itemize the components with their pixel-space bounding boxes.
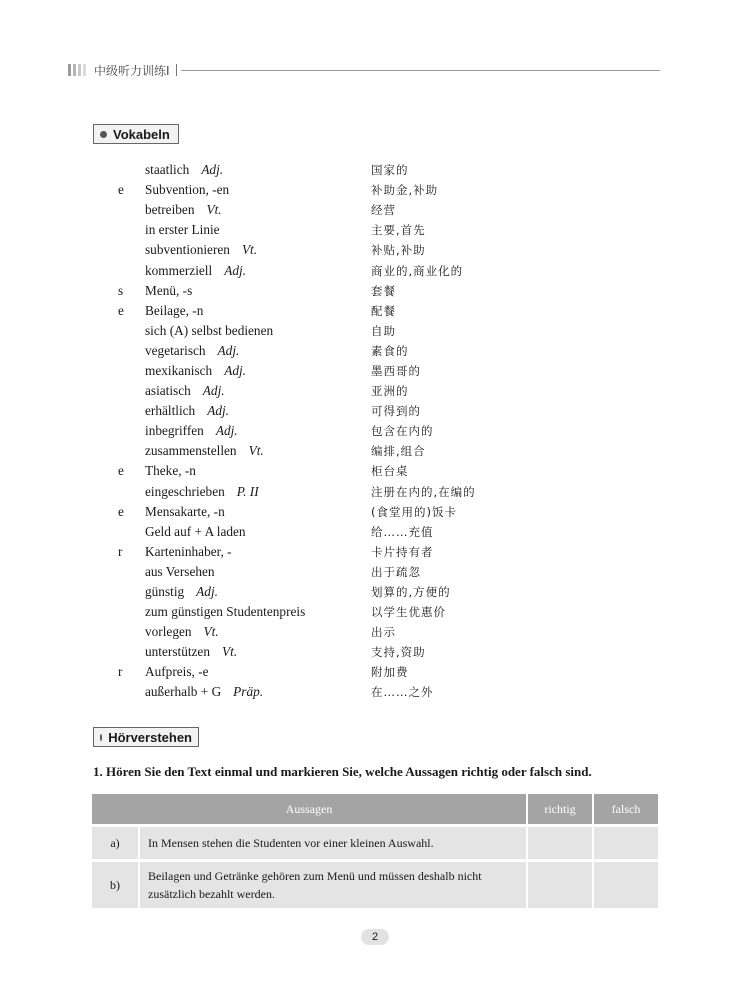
vocab-part-of-speech: Adj. (202, 383, 225, 399)
vocab-part-of-speech: Vt. (241, 242, 258, 258)
vocab-translation: 商业的,商业化的 (371, 263, 464, 278)
vocab-word-cell (145, 544, 371, 560)
falsch-cell[interactable] (593, 861, 658, 909)
vocab-word: Subvention, -en (145, 182, 230, 198)
vocab-part-of-speech: Adj. (224, 262, 246, 278)
vocab-word-cell (145, 323, 371, 339)
vocab-word: aus Versehen (145, 563, 215, 579)
vocab-word-cell (145, 644, 371, 660)
vocab-word-cell (145, 504, 371, 520)
vocab-entry (118, 461, 618, 481)
vocab-part-of-speech: Vt. (248, 443, 264, 459)
vocab-entry (118, 642, 618, 662)
vocab-entry (118, 401, 618, 421)
statement-text: Beilagen und Getränke gehören zum Menü und müssen deshalb nicht zusätzlich bezahlt werden. (139, 861, 527, 909)
vocab-translation: 墨西哥的 (371, 363, 421, 378)
section-heading-vokabeln (93, 124, 179, 144)
header-rule (181, 70, 660, 71)
bullet-icon (100, 734, 102, 741)
vocab-word: Beilage, -n (145, 302, 204, 318)
vocab-part-of-speech: Adj. (217, 342, 240, 358)
vocab-translation: 包含在内的 (371, 424, 434, 439)
vocab-word: vorlegen (145, 624, 192, 640)
richtig-cell[interactable] (527, 826, 593, 861)
vocab-part-of-speech: Vt. (206, 202, 222, 218)
vocab-translation: 素食的 (371, 343, 409, 358)
bullet-icon (100, 131, 107, 138)
vocab-entry (118, 562, 618, 582)
vocab-word: zusammenstellen (145, 443, 237, 459)
vocab-entry (118, 602, 618, 622)
vocab-article: e (118, 503, 124, 519)
vocab-entry (118, 482, 618, 502)
vocab-translation: 可得到的 (371, 404, 421, 419)
vocabulary-list (118, 160, 618, 703)
vocab-word: zum günstigen Studentenpreis (145, 604, 306, 620)
vocab-word: Menü, -s (145, 282, 193, 298)
vocab-word-cell (145, 263, 371, 279)
vocab-translation: 在……之外 (371, 685, 434, 700)
richtig-cell[interactable] (527, 861, 593, 909)
vocab-part-of-speech: Adj. (207, 403, 230, 419)
vocab-translation: 给……充值 (371, 524, 434, 539)
header-divider-tick (176, 64, 177, 76)
vocab-entry (118, 260, 618, 280)
vocab-word: vegetarisch (145, 342, 206, 358)
vocab-translation: 亚洲的 (371, 384, 409, 399)
vocab-entry (118, 361, 618, 381)
vocab-entry (118, 662, 618, 682)
vocab-translation: 配餐 (371, 303, 396, 318)
vocab-article: e (118, 182, 124, 198)
vocab-part-of-speech: Adj. (196, 584, 218, 600)
vocab-entry (118, 522, 618, 542)
vocab-word: günstig (145, 584, 185, 600)
vocab-word: außerhalb + G (145, 684, 222, 700)
vocab-word-cell (145, 182, 371, 198)
statement-text: In Mensen stehen die Studenten vor einer kleinen Auswahl. (139, 826, 527, 861)
vocab-entry (118, 220, 618, 240)
vocab-entry (118, 421, 618, 441)
vocab-part-of-speech: Vt. (203, 624, 219, 640)
vocab-word: inbegriffen (145, 423, 204, 439)
row-label: b) (92, 861, 139, 909)
vocab-part-of-speech: Adj. (224, 362, 247, 378)
vocab-translation: 卡片持有者 (371, 544, 434, 559)
vocab-part-of-speech: Präp. (233, 684, 264, 700)
vocab-entry (118, 200, 618, 220)
vocab-translation: 国家的 (371, 163, 409, 178)
row-label: a) (92, 826, 139, 861)
vocab-word: Theke, -n (145, 463, 196, 479)
vocab-word: in erster Linie (145, 222, 220, 238)
vocab-word: mexikanisch (145, 362, 213, 378)
vocab-word: betreiben (145, 202, 195, 218)
vocab-word: Aufpreis, -e (145, 664, 209, 680)
section-heading-hoerverstehen (93, 727, 199, 747)
vocab-entry (118, 160, 618, 180)
vocab-entry (118, 281, 618, 301)
vocab-article: e (118, 302, 124, 318)
vocab-translation: 自助 (371, 323, 396, 338)
vocab-translation: 附加费 (371, 665, 409, 680)
vocab-entry (118, 441, 618, 461)
vocab-word-cell (145, 283, 371, 299)
vocab-word-cell (145, 624, 371, 640)
vocab-word-cell (145, 363, 371, 379)
running-head (68, 62, 660, 78)
vocab-article: e (118, 463, 124, 479)
vocab-article: r (118, 543, 123, 559)
vocab-translation: (食堂用的)饭卡 (371, 504, 457, 519)
vocab-word-cell (145, 403, 371, 419)
vocab-word-cell (145, 242, 371, 258)
vocab-word: sich (A) selbst bedienen (145, 322, 274, 338)
vocab-article: s (118, 282, 124, 298)
vocab-part-of-speech: Vt. (222, 644, 238, 660)
vocab-entry (118, 341, 618, 361)
vocab-translation: 套餐 (371, 283, 396, 298)
header-richtig: richtig (527, 794, 593, 826)
book-title: 中级听力训练Ⅰ (94, 63, 170, 78)
vocab-word: eingeschrieben (145, 483, 225, 499)
vocab-translation: 补助金,补助 (371, 183, 439, 198)
vocab-translation: 支持,资助 (371, 645, 426, 660)
vocab-word-cell (145, 162, 371, 178)
vocab-word: Geld auf + A laden (145, 523, 246, 539)
vocab-entry (118, 622, 618, 642)
vocab-word-cell (145, 303, 371, 319)
vocab-entry (118, 240, 618, 260)
table-header-row (92, 794, 658, 826)
vocab-translation: 出示 (371, 625, 396, 640)
vocab-entry (118, 381, 618, 401)
table-row (92, 861, 658, 909)
vocab-word: unterstützen (145, 644, 210, 660)
vocab-translation: 注册在内的,在编的 (371, 484, 476, 499)
section-title: Hörverstehen (108, 729, 192, 745)
vocab-word: staatlich (145, 162, 190, 178)
vocab-entry (118, 321, 618, 341)
page-number: 2 (361, 929, 389, 945)
statement-table (92, 794, 658, 908)
vocab-word: erhältlich (145, 403, 196, 419)
task-instruction: 1. Hören Sie den Text einmal und markieren Sie, welche Aussagen richtig oder falsch sind. (93, 764, 592, 779)
vocab-entry (118, 542, 618, 562)
vocab-translation: 主要,首先 (371, 223, 426, 238)
vocab-word-cell (145, 684, 371, 700)
header-falsch: falsch (593, 794, 658, 826)
vocab-word-cell (145, 604, 371, 620)
vocab-word-cell (145, 664, 371, 680)
vocab-word-cell (145, 564, 371, 580)
vocab-translation: 经营 (371, 203, 396, 218)
vocab-entry (118, 682, 618, 702)
vocab-word-cell (145, 484, 371, 500)
header-aussagen: Aussagen (92, 794, 527, 826)
vocab-translation: 出于疏忽 (371, 564, 421, 579)
vocab-translation: 划算的,方便的 (371, 585, 451, 600)
vocab-entry (118, 301, 618, 321)
vocab-word-cell (145, 202, 371, 218)
table-row (92, 826, 658, 861)
vocab-word-cell (145, 584, 371, 600)
vocab-word-cell (145, 463, 371, 479)
vocab-translation: 补贴,补助 (371, 243, 426, 258)
vocab-article: r (118, 664, 123, 680)
vocab-entry (118, 502, 618, 522)
vocab-word-cell (145, 343, 371, 359)
vocab-part-of-speech: Adj. (215, 423, 238, 439)
vocab-part-of-speech: Adj. (201, 162, 224, 178)
vocab-translation: 柜台桌 (371, 464, 409, 479)
vocab-word-cell (145, 524, 371, 540)
vocab-word: Karteninhaber, - (145, 543, 232, 559)
vocab-translation: 编排,组合 (371, 444, 426, 459)
vocab-translation: 以学生优惠价 (371, 605, 446, 620)
vocab-word-cell (145, 423, 371, 439)
vocab-word-cell (145, 443, 371, 459)
vocab-word: Mensakarte, -n (145, 503, 225, 519)
header-decoration (68, 64, 86, 76)
vocab-word-cell (145, 383, 371, 399)
vocab-entry (118, 582, 618, 602)
vocab-word: kommerziell (145, 262, 213, 278)
section-title: Vokabeln (113, 126, 170, 142)
falsch-cell[interactable] (593, 826, 658, 861)
vocab-entry (118, 180, 618, 200)
vocab-word: asiatisch (145, 383, 191, 399)
vocab-word-cell (145, 222, 371, 238)
vocab-word: subventionieren (145, 242, 230, 258)
vocab-part-of-speech: P. II (236, 483, 259, 499)
